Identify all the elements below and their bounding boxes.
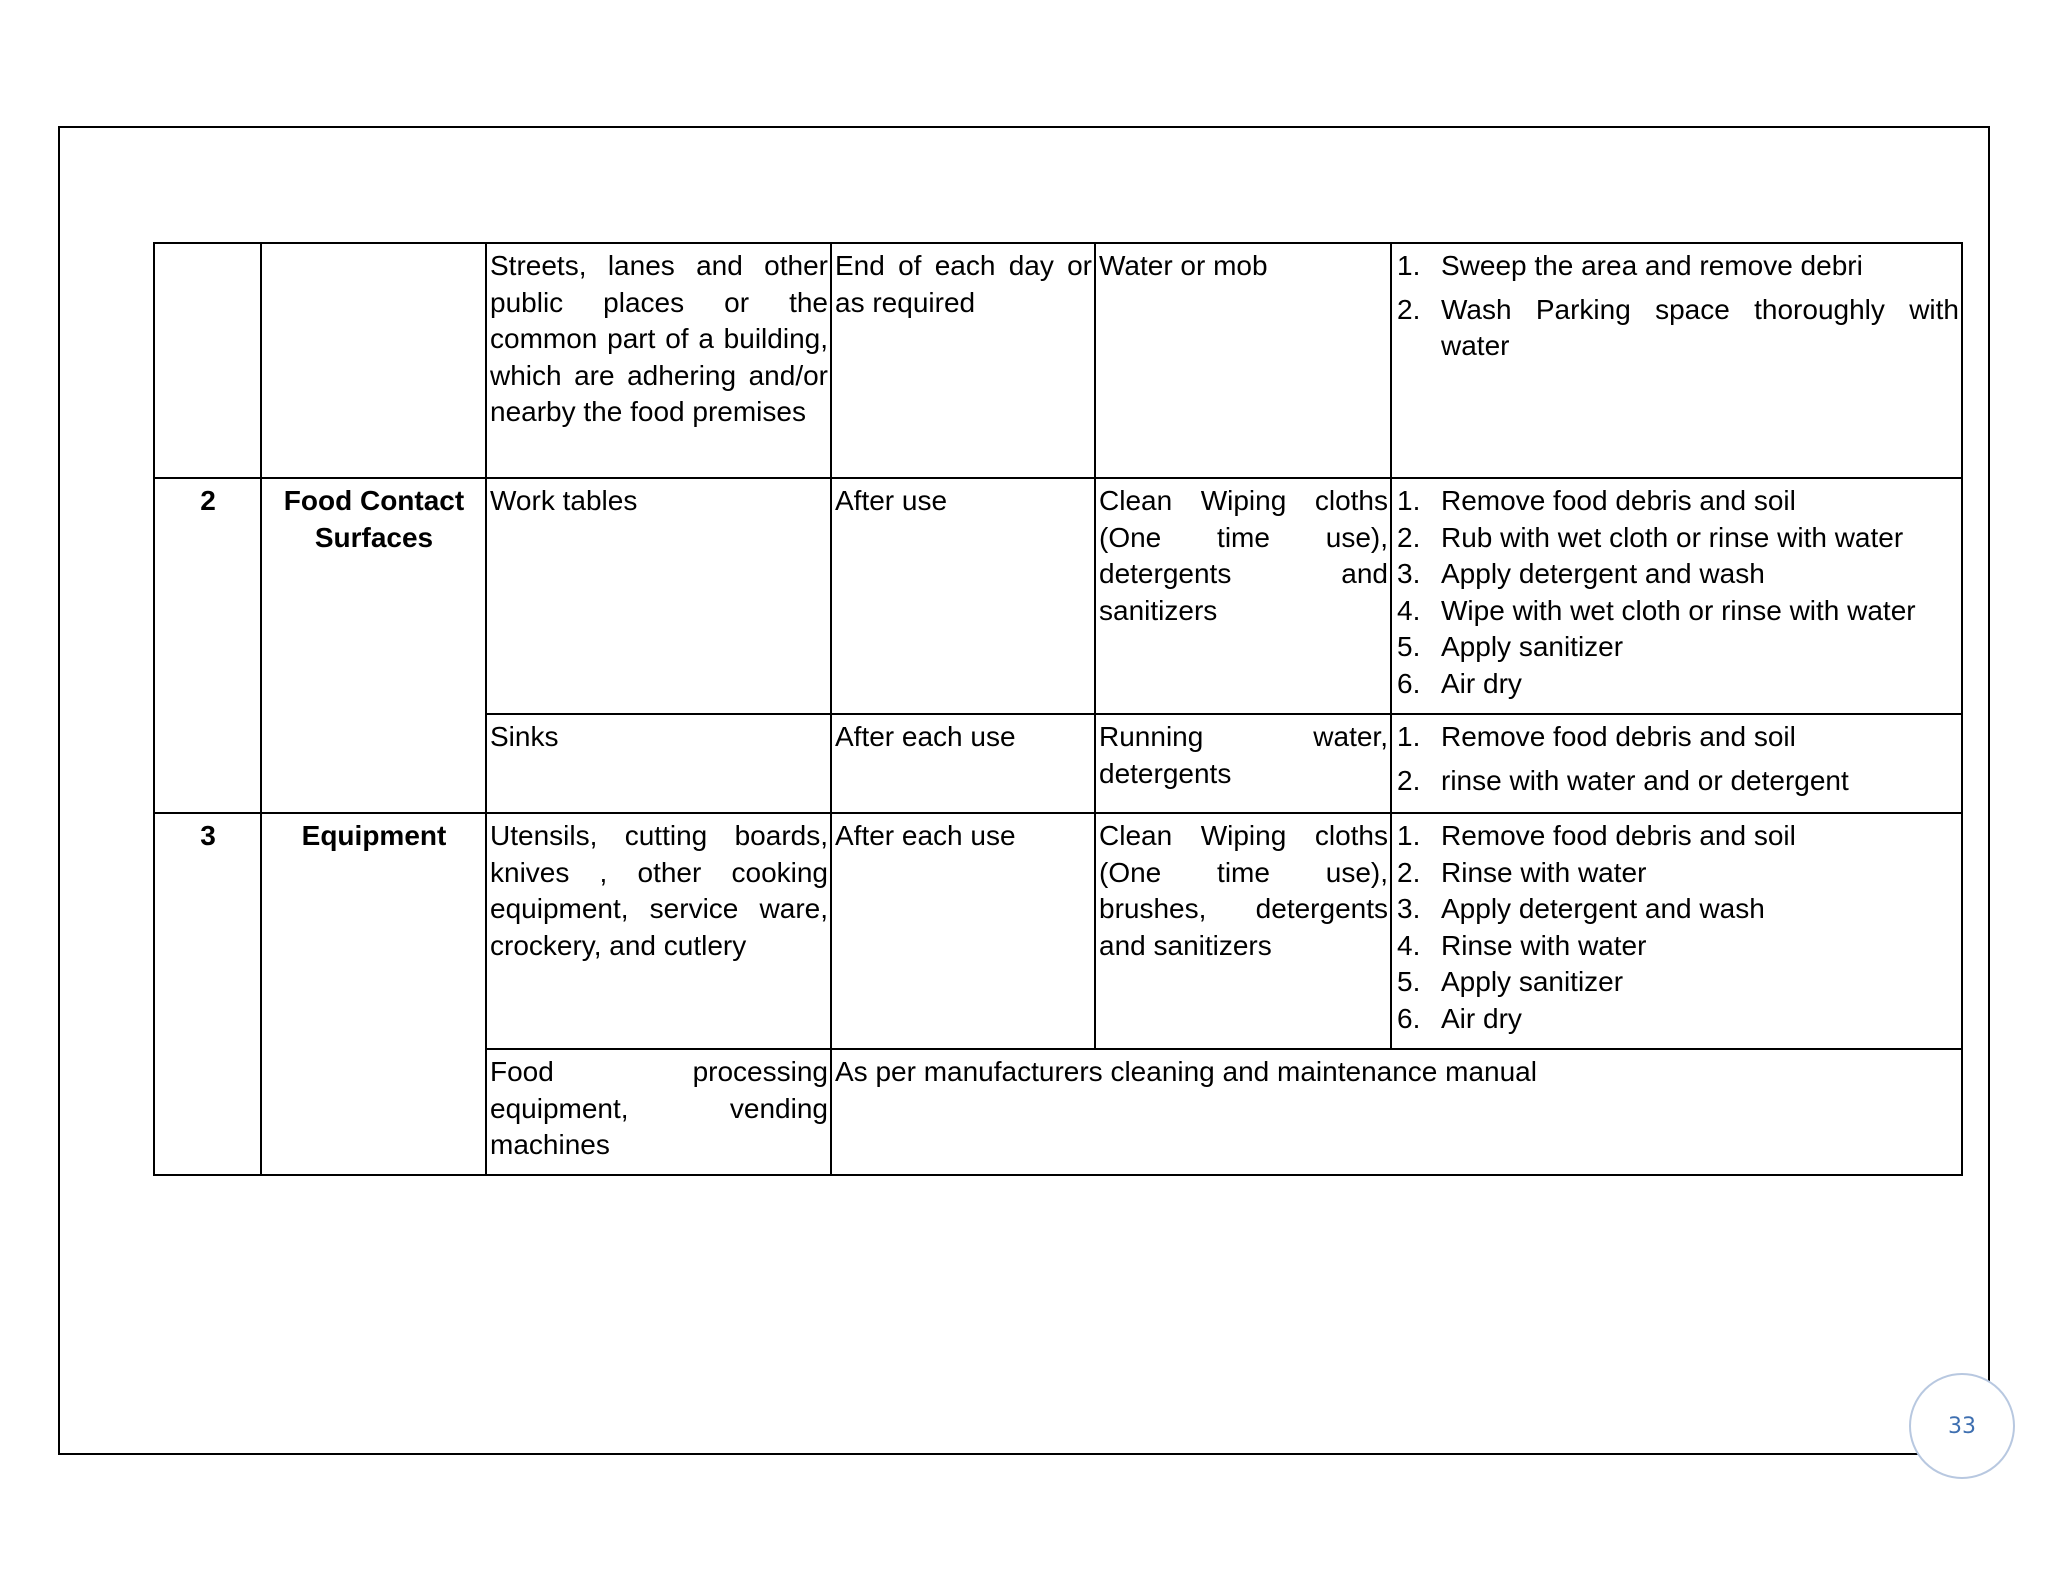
procedure-step: 4. Rinse with water [1397, 929, 1647, 961]
procedure-step: 5. Apply sanitizer [1397, 631, 1624, 662]
materials-cell: Clean Wiping cloths (One time use), detergents and sanitizers [1095, 478, 1391, 714]
procedure-steps [1395, 719, 1959, 799]
procedure-cell [1391, 478, 1962, 714]
frequency-cell: After use [831, 478, 1095, 714]
frequency-cell: End of each day or as required [831, 243, 1095, 478]
item-cell: Streets, lanes and other public places or the common part of a building, which are adhering and/or nearby the food premises [486, 243, 831, 478]
row-number-cell: 3 [154, 813, 261, 1175]
frequency-cell: After each use [831, 714, 1095, 813]
table-row [154, 813, 1962, 1049]
procedure-step: 4. Wipe with wet cloth or rinse with water [1397, 594, 1916, 626]
area-cell [261, 243, 486, 478]
materials-cell: Running water, detergents [1095, 714, 1391, 813]
procedure-step: 1. Remove food debris and soil [1397, 820, 1796, 851]
materials-cell: Clean Wiping cloths (One time use), brushes, detergents and sanitizers [1095, 813, 1391, 1049]
procedure-step: 2. Wash Parking space thoroughly with water [1397, 293, 1959, 361]
procedure-step: 2. rinse with water and or detergent [1397, 764, 1849, 796]
page-number: 33 [1948, 1413, 1976, 1439]
procedure-cell [1391, 813, 1962, 1049]
area-cell: Food Contact Surfaces [261, 478, 486, 813]
item-cell: Work tables [486, 478, 831, 714]
procedure-step: 1. Remove food debris and soil [1397, 721, 1796, 752]
table-row [154, 478, 1962, 714]
materials-cell: Water or mob [1095, 243, 1391, 478]
procedure-step: 1. Sweep the area and remove debri [1397, 250, 1863, 281]
procedure-steps [1395, 818, 1959, 1037]
procedure-step: 6. Air dry [1397, 667, 1522, 699]
procedure-steps [1395, 483, 1959, 702]
procedure-step: 3. Apply detergent and wash [1397, 893, 1765, 924]
item-cell: Utensils, cutting boards, knives , other cooking equipment, service ware, crockery, and cutlery [486, 813, 831, 1049]
procedure-cell [1391, 714, 1962, 813]
procedure-cell [1391, 243, 1962, 478]
procedure-step: 6. Air dry [1397, 1002, 1522, 1034]
procedure-step: 3. Apply detergent and wash [1397, 558, 1765, 589]
procedure-step: 2. Rub with wet cloth or rinse with water [1397, 521, 1904, 553]
row-number-cell [154, 243, 261, 478]
procedure-steps [1395, 248, 1959, 365]
manufacturer-note-cell: As per manufacturers cleaning and maintenance manual [831, 1049, 1962, 1175]
row-number-cell: 2 [154, 478, 261, 813]
procedure-step: 5. Apply sanitizer [1397, 966, 1624, 997]
procedure-step: 2. Rinse with water [1397, 856, 1647, 888]
frequency-cell: After each use [831, 813, 1095, 1049]
area-cell: Equipment [261, 813, 486, 1175]
cleaning-schedule-table [153, 242, 1963, 1176]
table-row [154, 243, 1962, 478]
procedure-step: 1. Remove food debris and soil [1397, 485, 1796, 516]
page-number-badge [1909, 1373, 2015, 1479]
item-cell: Sinks [486, 714, 831, 813]
item-cell: Food processing equipment, vending machines [486, 1049, 831, 1175]
